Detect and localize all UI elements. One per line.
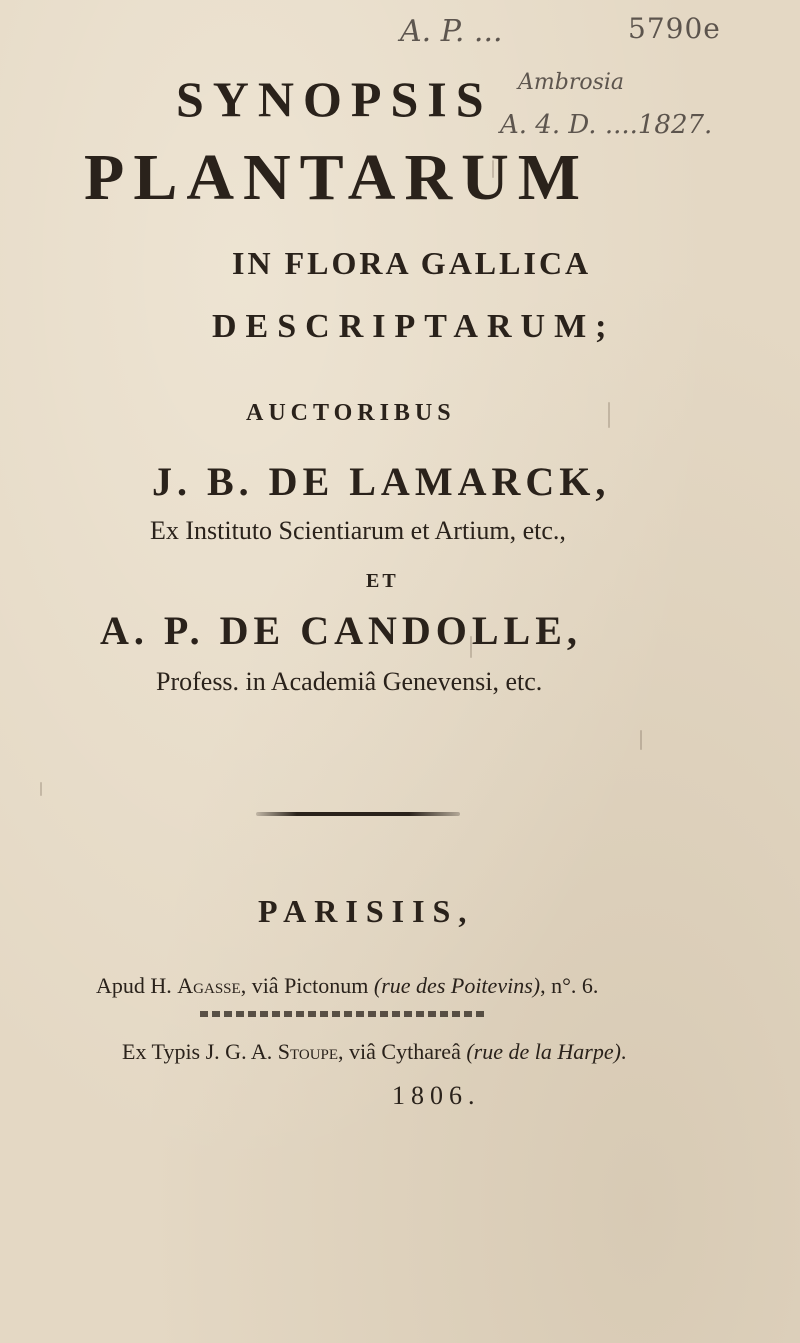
ink-mark	[40, 782, 42, 796]
publisher-name: Agasse	[177, 973, 241, 998]
imprint-publisher	[96, 973, 598, 999]
publisher-street: (rue des Poitevins)	[373, 973, 541, 998]
handwritten-note: A. P. ...	[400, 14, 503, 49]
dashed-rule	[200, 1011, 486, 1017]
publisher-middle: , viâ Pictonum	[240, 973, 374, 998]
author-candolle-affiliation: Profess. in Academiâ Genevensi, etc.	[156, 667, 543, 696]
title-descriptarum: DESCRIPTARUM;	[212, 308, 616, 345]
author-candolle: A. P. DE CANDOLLE,	[100, 608, 582, 653]
authors-heading: AUCTORIBUS	[246, 400, 456, 426]
printer-name: Stoupe	[277, 1039, 339, 1064]
printer-prefix: Ex Typis J. G. A.	[122, 1039, 278, 1064]
publisher-prefix: Apud H.	[96, 973, 178, 998]
handwritten-date: A. 4. D. ....1827.	[500, 110, 713, 140]
title-in-flora-gallica: IN FLORA GALLICA	[232, 245, 592, 281]
imprint-city: PARISIIS,	[258, 893, 475, 929]
author-lamarck: J. B. DE LAMARCK,	[152, 459, 611, 504]
printer-middle: , viâ Cythareâ	[338, 1039, 467, 1064]
ink-mark	[608, 402, 610, 428]
ink-mark	[640, 730, 642, 750]
imprint-printer	[122, 1039, 626, 1065]
handwritten-annotation: Ambrosia	[518, 70, 625, 95]
ink-mark	[492, 160, 494, 178]
printer-suffix: .	[620, 1039, 627, 1064]
ornamental-divider	[256, 812, 460, 816]
publisher-suffix: , n°. 6.	[540, 973, 599, 998]
imprint-year: 1806.	[392, 1081, 481, 1110]
ink-mark	[470, 636, 472, 658]
printer-street: (rue de la Harpe)	[466, 1039, 621, 1064]
handwritten-shelfmark: 5790e	[628, 12, 721, 45]
author-conjunction: ET	[366, 570, 399, 592]
author-lamarck-affiliation: Ex Instituto Scientiarum et Artium, etc.,	[150, 516, 566, 545]
title-plantarum: PLANTARUM	[84, 141, 590, 214]
title-synopsis: SYNOPSIS	[176, 71, 493, 127]
